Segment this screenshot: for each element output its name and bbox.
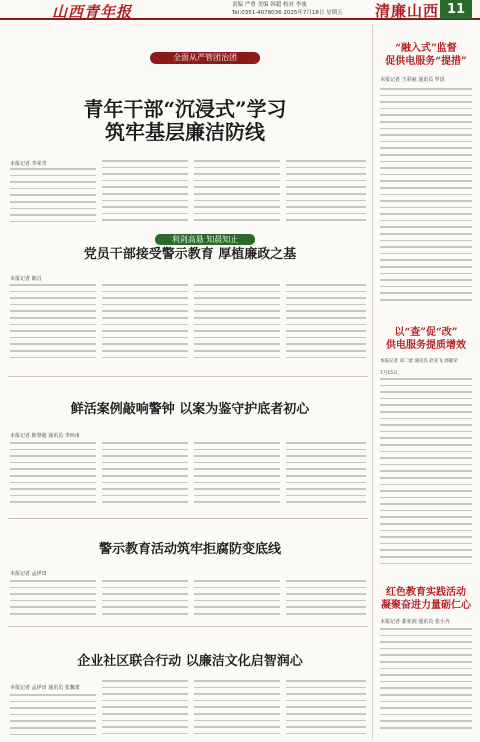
editor-credits: 责编 严重 美编 韩超 校对 李波 — [232, 2, 307, 8]
side2-byline: 本报记者 刘二建 通讯员 赵亚飞 郭敏荣 — [380, 359, 458, 364]
divider — [8, 376, 368, 377]
article4-text-col2 — [102, 580, 188, 620]
side1-byline: 本报记者 王彩丽 通讯员 罗泽 — [380, 77, 445, 83]
section-title: 清廉山西 — [375, 2, 440, 20]
article2-text-col1 — [10, 284, 96, 372]
side3-title-line2: 凝聚奋进力量砺仁心 — [381, 600, 471, 611]
side2-lead: 7月15日， — [380, 371, 403, 376]
lead-text-col2 — [102, 160, 188, 230]
article5-title: 企业社区联合行动 以廉洁文化启智润心 — [77, 654, 303, 669]
article2-title: 党员干部接受警示教育 厚植廉政之基 — [83, 247, 297, 262]
side3-text — [380, 628, 472, 740]
side3-byline: 本报记者 郭亚润 通讯员 张小齐 — [380, 619, 450, 625]
article5-byline: 本报记者 孟伊田 通讯员 张馨蕾 — [10, 685, 80, 691]
article2-text-col3 — [194, 284, 280, 372]
newspaper-logo: 山西青年报 — [52, 3, 133, 21]
article5-text-col4 — [286, 680, 366, 740]
article3-text-col1 — [10, 442, 96, 514]
article3-text-col4 — [286, 442, 366, 514]
article2-byline: 本报记者 陈昌 — [10, 276, 42, 282]
article5-text-col1 — [10, 694, 96, 740]
article2-text-col2 — [102, 284, 188, 372]
side3-title-line1: 红色教育实践活动 — [386, 587, 466, 598]
divider — [8, 518, 368, 519]
masthead-meta — [232, 1, 343, 17]
article3-text-col2 — [102, 442, 188, 514]
side2-title-line2: 供电服务提质增效 — [386, 340, 466, 351]
lead-byline: 本报记者 李荣青 — [10, 161, 47, 167]
lead-title-line1: 青年干部“沉浸式”学习 — [83, 97, 287, 121]
side2-title — [378, 326, 474, 352]
article3-byline: 本报记者 陈黎超 通讯员 李西甫 — [10, 433, 80, 439]
lead-text-col3 — [194, 160, 280, 230]
side3-title — [378, 586, 474, 612]
article2-text-col4 — [286, 284, 366, 372]
side2-text — [380, 378, 472, 578]
lead-text-col1 — [10, 168, 96, 230]
article3-text-col3 — [194, 442, 280, 514]
side1-text — [380, 88, 472, 318]
page-number: 11 — [440, 0, 472, 19]
article5-text-col2 — [102, 680, 188, 740]
article4-text-col3 — [194, 580, 280, 620]
article4-title: 警示教育活动筑牢拒腐防变底线 — [98, 542, 281, 557]
issue-date: Tel:0351-4078036 2025年7月18日 星期五 — [232, 10, 343, 16]
lead-title-line2: 筑牢基层廉洁防线 — [105, 120, 265, 144]
column-divider — [372, 24, 373, 740]
article4-text-col1 — [10, 580, 96, 620]
divider — [8, 626, 368, 627]
feature-banner: 利剑高悬 知晨知止 — [155, 234, 255, 245]
article4-text-col4 — [286, 580, 366, 620]
side2-title-line1: 以“查”促“改” — [394, 327, 458, 338]
article3-title: 鲜活案例敲响警钟 以案为鉴守护底者初心 — [70, 402, 310, 417]
article5-text-col3 — [194, 680, 280, 740]
article4-byline: 本报记者 孟伊田 — [10, 571, 47, 577]
lead-banner: 全面从严管团治团 — [150, 52, 260, 64]
side1-title — [378, 42, 474, 68]
side1-title-line1: “融入式”监督 — [395, 43, 457, 54]
masthead — [0, 0, 480, 20]
side1-title-line2: 促供电服务“提措” — [385, 56, 467, 67]
lead-headline — [20, 98, 350, 144]
lead-text-col4 — [286, 160, 366, 230]
